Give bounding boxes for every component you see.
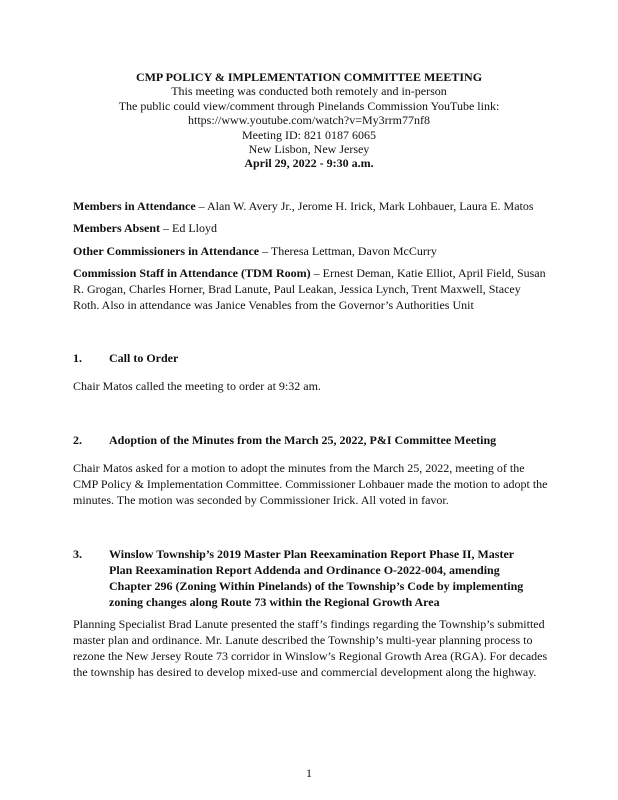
section-title: Call to Order	[109, 351, 179, 365]
staff-in-attendance	[73, 265, 548, 313]
members-in-attendance	[73, 198, 548, 214]
section-body-2: Chair Matos asked for a motion to adopt the minutes from the March 25, 2022, meeting of the CMP Policy & Implementation Committee. Commissioner Lohbauer made the motion to adopt the minutes. The motion was seconded by Commissioner Irick. All voted in favor.	[73, 461, 548, 507]
public-access-line: The public could view/comment through Pinelands Commission YouTube link:	[118, 98, 500, 113]
section-number: 1.	[73, 351, 82, 365]
absent-label: Members Absent	[73, 221, 160, 235]
members-label: Members in Attendance	[73, 199, 196, 213]
section-number: 2.	[73, 433, 82, 447]
other-commissioners	[73, 243, 548, 259]
other-list: – Theresa Lettman, Davon McCurry	[259, 244, 437, 258]
document-title: CMP POLICY & IMPLEMENTATION COMMITTEE MEETING	[135, 70, 483, 84]
section-title: Adoption of the Minutes from the March 25, 2022, P&I Committee Meeting	[109, 433, 497, 447]
page-number: 1	[306, 766, 312, 780]
staff-label: Commission Staff in Attendance (TDM Room)	[73, 266, 311, 280]
meeting-location: New Lisbon, New Jersey	[248, 142, 370, 157]
section-title: Winslow Township’s 2019 Master Plan Reexamination Report Phase II, Master Plan Reexamination Report Addenda and Ordinance O-2022-004, amending Chapter 296 (Zoning Within Pinelands) of the Township’s Code by implementing zoning changes along Route 73 within the Regional Growth Area	[109, 547, 524, 609]
section-body-1: Chair Matos called the meeting to order at 9:32 am.	[73, 379, 321, 393]
document-header	[60, 70, 558, 171]
absent-list: – Ed Lloyd	[160, 221, 217, 235]
meeting-id: Meeting ID: 821 0187 6065	[242, 127, 376, 142]
members-absent	[73, 220, 548, 236]
meeting-date: April 29, 2022 - 9:30 a.m.	[244, 156, 374, 171]
other-label: Other Commissioners in Attendance	[73, 244, 260, 258]
members-list: – Alan W. Avery Jr., Jerome H. Irick, Mark Lohbauer, Laura E. Matos	[195, 199, 534, 213]
section-number: 3.	[73, 547, 82, 561]
meeting-mode-line: This meeting was conducted both remotely and in-person	[171, 84, 447, 99]
youtube-link[interactable]: https://www.youtube.com/watch?v=My3rrm77nf8	[188, 113, 430, 128]
section-body-3: Planning Specialist Brad Lanute presented the staff’s findings regarding the Township’s submitted master plan and ordinance. Mr. Lanute described the Township’s multi-year planning process to rezone the New Jersey Route 73 corridor in Winslow’s Regional Growth Area (RGA). For decades the township has desired to develop mixed-use and commercial development along the highway.	[73, 617, 548, 679]
staff-list: – Ernest Deman, Katie Elliot, April Field, Susan R. Grogan, Charles Horner, Brad Lanute, Paul Leakan, Jessica Lynch, Trent Maxwell, Stacey Roth. Also in attendance was Janice Venables from the Governor’s Authorities Unit	[73, 266, 546, 312]
